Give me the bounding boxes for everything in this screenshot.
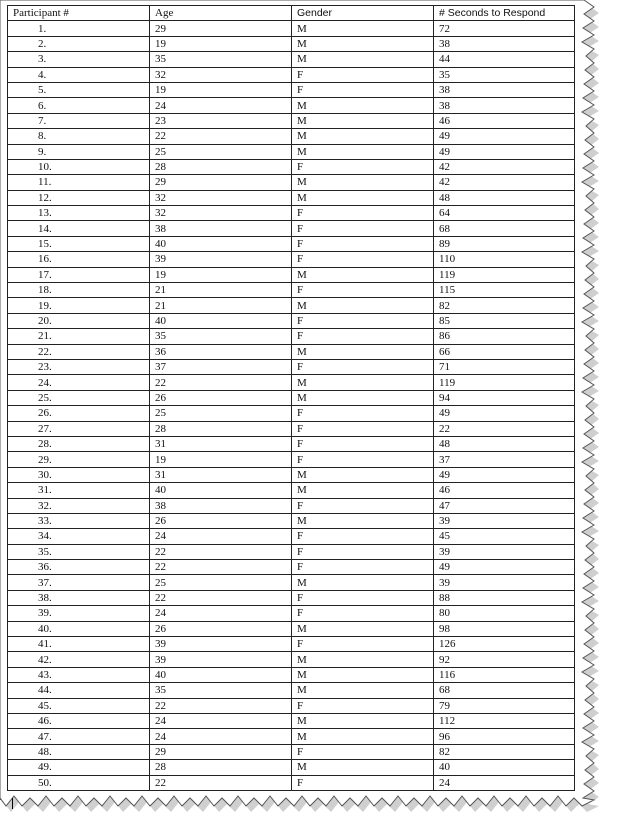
cell-gender: F (292, 221, 434, 236)
cell-participant: 14. (8, 221, 150, 236)
cell-age: 40 (150, 236, 292, 251)
cell-age: 24 (150, 529, 292, 544)
cell-seconds: 46 (434, 483, 575, 498)
cell-participant: 23. (8, 359, 150, 374)
cell-participant: 38. (8, 590, 150, 605)
cell-seconds: 116 (434, 667, 575, 682)
cell-age: 25 (150, 406, 292, 421)
cell-participant: 18. (8, 283, 150, 298)
cell-gender: M (292, 483, 434, 498)
cell-participant: 42. (8, 652, 150, 667)
cell-age: 28 (150, 159, 292, 174)
participant-table (7, 5, 575, 791)
cell-gender: F (292, 590, 434, 605)
cell-age: 29 (150, 744, 292, 759)
table-row (8, 683, 575, 698)
cell-participant: 50. (8, 775, 150, 790)
cell-participant: 29. (8, 452, 150, 467)
cell-participant: 19. (8, 298, 150, 313)
table-row (8, 544, 575, 559)
table-row (8, 436, 575, 451)
table-row (8, 113, 575, 128)
table-row (8, 329, 575, 344)
cell-participant: 25. (8, 390, 150, 405)
table-row (8, 313, 575, 328)
cell-age: 19 (150, 452, 292, 467)
cell-age: 24 (150, 606, 292, 621)
table-row (8, 298, 575, 313)
cell-seconds: 46 (434, 113, 575, 128)
table-row (8, 267, 575, 282)
header-age: Age (150, 6, 292, 21)
cell-gender: M (292, 513, 434, 528)
cell-gender: F (292, 498, 434, 513)
cell-seconds: 119 (434, 267, 575, 282)
cell-seconds: 126 (434, 637, 575, 652)
cell-gender: M (292, 652, 434, 667)
cell-gender: M (292, 467, 434, 482)
cell-age: 25 (150, 144, 292, 159)
cell-participant: 12. (8, 190, 150, 205)
cell-age: 25 (150, 575, 292, 590)
cell-participant: 27. (8, 421, 150, 436)
cell-gender: F (292, 452, 434, 467)
cell-seconds: 64 (434, 206, 575, 221)
cell-seconds: 112 (434, 713, 575, 728)
table-row (8, 175, 575, 190)
cell-age: 37 (150, 359, 292, 374)
cell-participant: 7. (8, 113, 150, 128)
cell-age: 39 (150, 652, 292, 667)
cell-seconds: 49 (434, 144, 575, 159)
cell-seconds: 49 (434, 467, 575, 482)
cell-seconds: 37 (434, 452, 575, 467)
cell-gender: M (292, 52, 434, 67)
cell-age: 22 (150, 560, 292, 575)
cell-seconds: 49 (434, 560, 575, 575)
cell-gender: F (292, 406, 434, 421)
cell-participant: 22. (8, 344, 150, 359)
cell-seconds: 94 (434, 390, 575, 405)
cell-gender: F (292, 313, 434, 328)
cell-participant: 28. (8, 436, 150, 451)
cell-participant: 26. (8, 406, 150, 421)
table-row (8, 498, 575, 513)
cell-participant: 3. (8, 52, 150, 67)
cell-seconds: 98 (434, 621, 575, 636)
cell-participant: 35. (8, 544, 150, 559)
cell-gender: F (292, 329, 434, 344)
table-row (8, 52, 575, 67)
text-cursor (12, 798, 13, 809)
cell-participant: 45. (8, 698, 150, 713)
cell-seconds: 96 (434, 729, 575, 744)
table-row (8, 129, 575, 144)
cell-seconds: 82 (434, 744, 575, 759)
table-row (8, 729, 575, 744)
cell-seconds: 49 (434, 406, 575, 421)
cell-gender: F (292, 159, 434, 174)
cell-age: 24 (150, 713, 292, 728)
cell-gender: M (292, 36, 434, 51)
table-row (8, 98, 575, 113)
cell-age: 40 (150, 313, 292, 328)
cell-seconds: 39 (434, 575, 575, 590)
cell-age: 22 (150, 544, 292, 559)
cell-seconds: 86 (434, 329, 575, 344)
cell-participant: 49. (8, 760, 150, 775)
cell-seconds: 68 (434, 221, 575, 236)
cell-gender: F (292, 421, 434, 436)
cell-gender: F (292, 606, 434, 621)
cell-seconds: 68 (434, 683, 575, 698)
cell-age: 19 (150, 82, 292, 97)
cell-age: 26 (150, 621, 292, 636)
cell-participant: 17. (8, 267, 150, 282)
cell-seconds: 89 (434, 236, 575, 251)
cell-seconds: 44 (434, 52, 575, 67)
cell-age: 35 (150, 329, 292, 344)
cell-age: 32 (150, 190, 292, 205)
cell-gender: M (292, 21, 434, 36)
cell-age: 39 (150, 637, 292, 652)
cell-seconds: 119 (434, 375, 575, 390)
header-gender: Gender (292, 6, 434, 21)
header-participant: Participant # (8, 6, 150, 21)
table-row (8, 390, 575, 405)
cell-seconds: 48 (434, 190, 575, 205)
cell-participant: 48. (8, 744, 150, 759)
cell-seconds: 38 (434, 98, 575, 113)
table-row (8, 144, 575, 159)
table-row (8, 344, 575, 359)
cell-seconds: 85 (434, 313, 575, 328)
cell-age: 23 (150, 113, 292, 128)
cell-seconds: 82 (434, 298, 575, 313)
cell-seconds: 115 (434, 283, 575, 298)
cell-participant: 43. (8, 667, 150, 682)
cell-participant: 1. (8, 21, 150, 36)
cell-age: 22 (150, 590, 292, 605)
cell-gender: M (292, 190, 434, 205)
table-row (8, 621, 575, 636)
cell-participant: 13. (8, 206, 150, 221)
data-table-container (7, 5, 574, 791)
table-row (8, 775, 575, 790)
cell-gender: F (292, 436, 434, 451)
table-row (8, 560, 575, 575)
cell-seconds: 39 (434, 513, 575, 528)
table-row (8, 667, 575, 682)
cell-participant: 2. (8, 36, 150, 51)
cell-participant: 6. (8, 98, 150, 113)
table-row (8, 529, 575, 544)
cell-gender: F (292, 744, 434, 759)
cell-age: 36 (150, 344, 292, 359)
cell-age: 38 (150, 498, 292, 513)
cell-participant: 8. (8, 129, 150, 144)
cell-age: 22 (150, 698, 292, 713)
cell-age: 28 (150, 760, 292, 775)
cell-gender: F (292, 775, 434, 790)
table-row (8, 421, 575, 436)
cell-gender: M (292, 390, 434, 405)
cell-participant: 9. (8, 144, 150, 159)
cell-seconds: 24 (434, 775, 575, 790)
cell-gender: F (292, 206, 434, 221)
cell-gender: M (292, 175, 434, 190)
cell-gender: M (292, 98, 434, 113)
cell-gender: M (292, 375, 434, 390)
cell-age: 31 (150, 467, 292, 482)
table-row (8, 744, 575, 759)
cell-age: 35 (150, 683, 292, 698)
cell-participant: 31. (8, 483, 150, 498)
cell-age: 28 (150, 421, 292, 436)
cell-seconds: 71 (434, 359, 575, 374)
cell-seconds: 49 (434, 129, 575, 144)
table-row (8, 652, 575, 667)
cell-participant: 10. (8, 159, 150, 174)
cell-gender: F (292, 637, 434, 652)
cell-participant: 15. (8, 236, 150, 251)
cell-participant: 21. (8, 329, 150, 344)
table-row (8, 159, 575, 174)
cell-gender: M (292, 621, 434, 636)
table-row (8, 190, 575, 205)
cell-seconds: 48 (434, 436, 575, 451)
cell-gender: F (292, 67, 434, 82)
cell-seconds: 47 (434, 498, 575, 513)
cell-gender: M (292, 144, 434, 159)
table-row (8, 452, 575, 467)
cell-age: 24 (150, 98, 292, 113)
cell-participant: 16. (8, 252, 150, 267)
cell-gender: M (292, 113, 434, 128)
cell-gender: M (292, 575, 434, 590)
cell-gender: M (292, 760, 434, 775)
cell-age: 29 (150, 175, 292, 190)
cell-age: 19 (150, 267, 292, 282)
cell-gender: F (292, 359, 434, 374)
cell-participant: 41. (8, 637, 150, 652)
cell-age: 26 (150, 390, 292, 405)
table-row (8, 67, 575, 82)
cell-seconds: 38 (434, 36, 575, 51)
cell-age: 40 (150, 667, 292, 682)
table-row (8, 359, 575, 374)
cell-gender: M (292, 344, 434, 359)
cell-age: 26 (150, 513, 292, 528)
cell-participant: 32. (8, 498, 150, 513)
table-row (8, 82, 575, 97)
cell-gender: M (292, 729, 434, 744)
cell-age: 38 (150, 221, 292, 236)
table-row (8, 637, 575, 652)
header-seconds: # Seconds to Respond (434, 6, 575, 21)
cell-age: 32 (150, 67, 292, 82)
cell-seconds: 66 (434, 344, 575, 359)
cell-gender: M (292, 267, 434, 282)
cell-gender: M (292, 667, 434, 682)
cell-age: 24 (150, 729, 292, 744)
cell-participant: 11. (8, 175, 150, 190)
table-header-row (8, 6, 575, 21)
cell-gender: F (292, 236, 434, 251)
cell-gender: F (292, 252, 434, 267)
table-row (8, 21, 575, 36)
cell-participant: 36. (8, 560, 150, 575)
cell-gender: F (292, 283, 434, 298)
cell-age: 21 (150, 283, 292, 298)
table-row (8, 283, 575, 298)
table-row (8, 236, 575, 251)
cell-participant: 33. (8, 513, 150, 528)
table-row (8, 375, 575, 390)
cell-gender: F (292, 698, 434, 713)
cell-seconds: 110 (434, 252, 575, 267)
cell-age: 31 (150, 436, 292, 451)
cell-seconds: 39 (434, 544, 575, 559)
cell-gender: F (292, 529, 434, 544)
cell-seconds: 22 (434, 421, 575, 436)
table-row (8, 606, 575, 621)
cell-age: 19 (150, 36, 292, 51)
cell-age: 32 (150, 206, 292, 221)
cell-participant: 5. (8, 82, 150, 97)
cell-participant: 24. (8, 375, 150, 390)
table-row (8, 467, 575, 482)
cell-gender: F (292, 560, 434, 575)
table-row (8, 252, 575, 267)
cell-participant: 20. (8, 313, 150, 328)
cell-gender: M (292, 683, 434, 698)
cell-participant: 4. (8, 67, 150, 82)
cell-seconds: 42 (434, 175, 575, 190)
cell-participant: 37. (8, 575, 150, 590)
cell-age: 29 (150, 21, 292, 36)
cell-participant: 40. (8, 621, 150, 636)
cell-gender: F (292, 544, 434, 559)
cell-seconds: 80 (434, 606, 575, 621)
cell-seconds: 79 (434, 698, 575, 713)
cell-seconds: 92 (434, 652, 575, 667)
table-row (8, 590, 575, 605)
cell-age: 22 (150, 129, 292, 144)
table-row (8, 713, 575, 728)
cell-age: 21 (150, 298, 292, 313)
table-row (8, 575, 575, 590)
cell-seconds: 35 (434, 67, 575, 82)
cell-seconds: 42 (434, 159, 575, 174)
cell-age: 22 (150, 375, 292, 390)
table-row (8, 483, 575, 498)
table-row (8, 698, 575, 713)
cell-gender: M (292, 129, 434, 144)
cell-gender: F (292, 82, 434, 97)
cell-age: 35 (150, 52, 292, 67)
cell-seconds: 88 (434, 590, 575, 605)
cell-participant: 34. (8, 529, 150, 544)
cell-age: 40 (150, 483, 292, 498)
table-row (8, 513, 575, 528)
cell-seconds: 72 (434, 21, 575, 36)
cell-seconds: 40 (434, 760, 575, 775)
cell-participant: 46. (8, 713, 150, 728)
table-row (8, 406, 575, 421)
table-row (8, 760, 575, 775)
cell-age: 39 (150, 252, 292, 267)
cell-participant: 39. (8, 606, 150, 621)
cell-age: 22 (150, 775, 292, 790)
cell-participant: 44. (8, 683, 150, 698)
cell-seconds: 45 (434, 529, 575, 544)
cell-gender: M (292, 713, 434, 728)
cell-seconds: 38 (434, 82, 575, 97)
cell-participant: 47. (8, 729, 150, 744)
cell-gender: M (292, 298, 434, 313)
table-row (8, 206, 575, 221)
cell-participant: 30. (8, 467, 150, 482)
table-row (8, 221, 575, 236)
table-row (8, 36, 575, 51)
